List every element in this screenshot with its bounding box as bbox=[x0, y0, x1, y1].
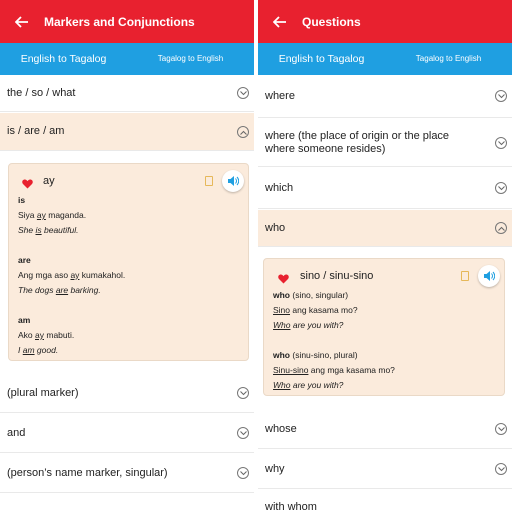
example-english: Who are you with? bbox=[273, 380, 344, 390]
audio-button[interactable] bbox=[478, 265, 500, 287]
questions-screen bbox=[258, 0, 512, 512]
page-title: Markers and Conjunctions bbox=[44, 14, 195, 29]
list-item[interactable] bbox=[258, 168, 512, 209]
word-card bbox=[8, 163, 249, 361]
markers-conjunctions-screen bbox=[0, 0, 254, 512]
example-heading: who (sinu-sino, plural) bbox=[273, 350, 358, 360]
tab-english-to-tagalog[interactable]: English to Tagalog bbox=[20, 53, 107, 65]
chevron-up-icon bbox=[237, 126, 249, 138]
list-item-label: where bbox=[265, 89, 295, 102]
copy-icon[interactable] bbox=[205, 176, 213, 186]
speaker-icon bbox=[228, 176, 239, 186]
list-item-expanded[interactable] bbox=[0, 113, 254, 151]
example-tagalog: Ako ay mabuti. bbox=[18, 330, 75, 340]
list-item-label: whose bbox=[265, 422, 297, 435]
tab-tagalog-to-english[interactable]: Tagalog to English bbox=[415, 54, 482, 63]
chevron-down-icon bbox=[495, 137, 507, 149]
example-tagalog: Sino ang kasama mo? bbox=[273, 305, 358, 315]
tab-english-to-tagalog[interactable]: English to Tagalog bbox=[278, 53, 365, 65]
list-item[interactable] bbox=[258, 75, 512, 118]
word-label: sino / sinu-sino bbox=[300, 270, 374, 282]
example-tagalog: Sinu-sino ang mga kasama mo? bbox=[273, 365, 395, 375]
list-item-label: (plural marker) bbox=[7, 386, 79, 399]
back-arrow-icon[interactable] bbox=[0, 0, 44, 43]
list-item-label: why bbox=[265, 462, 285, 475]
example-tagalog: Siya ay maganda. bbox=[18, 210, 87, 220]
list-item-expanded[interactable] bbox=[258, 210, 512, 247]
example-english: I am good. bbox=[18, 345, 59, 355]
chevron-down-icon bbox=[495, 463, 507, 475]
list-item-label: and bbox=[7, 426, 26, 439]
example-heading: who (sino, singular) bbox=[273, 290, 349, 300]
list-item[interactable] bbox=[0, 454, 254, 493]
chevron-up-icon bbox=[495, 222, 507, 234]
list-item-label: where (the place of origin or the place where someone resides) bbox=[265, 129, 450, 155]
list-item-label: (person’s name marker, singular) bbox=[7, 466, 168, 479]
list-item-label: is / are / am bbox=[7, 125, 65, 137]
speaker-icon bbox=[484, 271, 495, 281]
list-item-label: with whom bbox=[265, 501, 317, 512]
chevron-down-icon bbox=[237, 427, 249, 439]
chevron-down-icon bbox=[495, 90, 507, 102]
list-item[interactable] bbox=[0, 75, 254, 112]
app-bar bbox=[258, 0, 512, 43]
chevron-down-icon bbox=[237, 387, 249, 399]
chevron-down-icon bbox=[237, 87, 249, 99]
heart-icon[interactable] bbox=[278, 271, 289, 289]
example-heading: am bbox=[18, 315, 31, 325]
example-english: She is beautiful. bbox=[18, 225, 79, 235]
list-item[interactable] bbox=[258, 410, 512, 449]
example-heading: are bbox=[18, 255, 31, 265]
list-item[interactable] bbox=[258, 119, 512, 167]
audio-button[interactable] bbox=[222, 170, 244, 192]
example-english: Who are you with? bbox=[273, 320, 344, 330]
tab-bar bbox=[0, 43, 254, 75]
word-label: ay bbox=[43, 175, 55, 187]
heart-icon[interactable] bbox=[22, 176, 33, 194]
chevron-down-icon bbox=[495, 182, 507, 194]
back-arrow-icon[interactable] bbox=[258, 0, 302, 43]
list-item-label: the / so / what bbox=[7, 86, 76, 99]
example-tagalog: Ang mga aso ay kumakahol. bbox=[18, 270, 126, 280]
example-heading: is bbox=[18, 195, 26, 205]
list-item-label: which bbox=[265, 181, 294, 194]
copy-icon[interactable] bbox=[461, 271, 469, 281]
list-item-label: who bbox=[265, 221, 286, 234]
list-item[interactable] bbox=[0, 414, 254, 453]
list-item[interactable] bbox=[0, 374, 254, 413]
chevron-down-icon bbox=[237, 467, 249, 479]
example-english: The dogs are barking. bbox=[18, 285, 101, 295]
word-card bbox=[263, 258, 505, 396]
list-item[interactable] bbox=[258, 499, 512, 512]
list-item[interactable] bbox=[258, 450, 512, 489]
tab-bar bbox=[258, 43, 512, 75]
app-bar bbox=[0, 0, 254, 43]
chevron-down-icon bbox=[495, 423, 507, 435]
tab-tagalog-to-english[interactable]: Tagalog to English bbox=[157, 54, 224, 63]
page-title: Questions bbox=[302, 14, 361, 29]
